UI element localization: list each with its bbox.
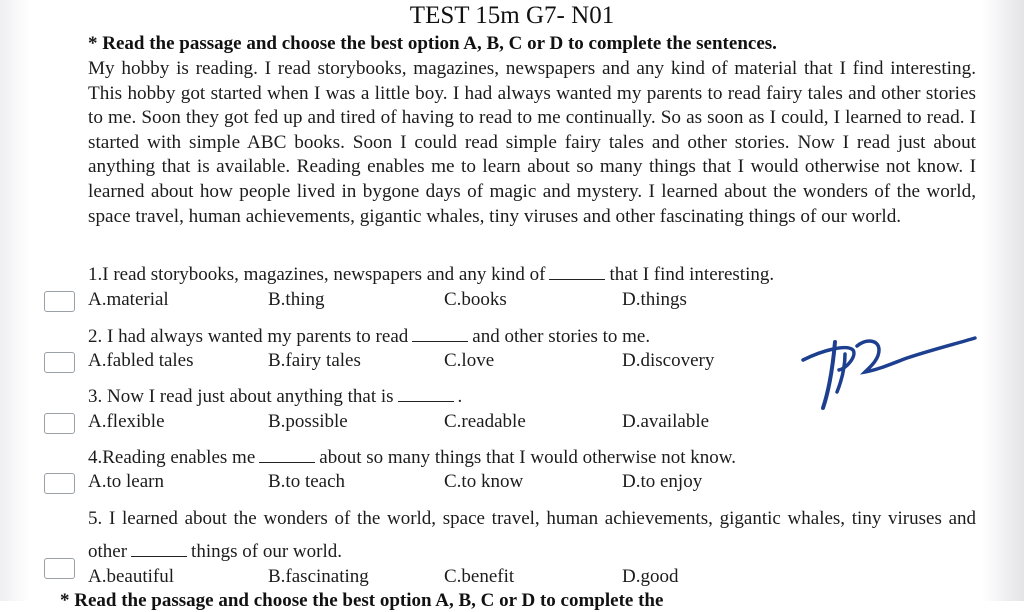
page-title: TEST 15m G7- N01	[409, 2, 615, 29]
instruction-text: * Read the passage and choose the best option A, B, C or D to complete the sentences.	[88, 33, 777, 54]
question-4-option-b[interactable]: B.to teach	[268, 471, 346, 492]
page-edge-shadow-left	[0, 0, 30, 601]
question-5-option-c[interactable]: C.benefit	[444, 566, 515, 587]
question-2-option-d[interactable]: D.discovery	[622, 350, 715, 371]
question-4-answer-checkbox[interactable]	[44, 473, 75, 494]
question-2	[88, 325, 650, 348]
question-4-option-d[interactable]: D.to enjoy	[622, 471, 703, 492]
question-5-answer-checkbox[interactable]	[44, 558, 75, 579]
question-3-answer-checkbox[interactable]	[44, 413, 75, 434]
question-3-blank	[398, 385, 454, 402]
question-5-option-d[interactable]: D.good	[622, 566, 679, 587]
question-5	[88, 502, 976, 568]
question-2-option-a[interactable]: A.fabled tales	[88, 350, 194, 371]
question-2-option-b[interactable]: B.fairy tales	[268, 350, 361, 371]
question-3-option-d[interactable]: D.available	[622, 411, 710, 432]
question-1-text-before: 1.I read storybooks, magazines, newspapers and any kind of	[88, 264, 546, 285]
question-2-answer-checkbox[interactable]	[44, 352, 75, 373]
question-3-text-before: 3. Now I read just about anything that is	[88, 386, 394, 407]
question-2-text-after: and other stories to me.	[472, 326, 651, 347]
question-1	[88, 263, 774, 286]
question-4-text-after: about so many things that I would otherwise not know.	[319, 447, 736, 468]
question-5-text-after: things of our world.	[191, 541, 342, 562]
question-2-option-c[interactable]: C.love	[444, 350, 495, 371]
question-4-blank	[259, 446, 315, 463]
next-section-instruction-cutoff: * Read the passage and choose the best option A, B, C or D to complete the	[60, 590, 664, 611]
question-2-blank	[412, 325, 468, 342]
question-1-option-a[interactable]: A.material	[88, 289, 169, 310]
question-2-text-before: 2. I had always wanted my parents to read	[88, 326, 409, 347]
question-4-option-c[interactable]: C.to know	[444, 471, 524, 492]
question-4-text-before: 4.Reading enables me	[88, 447, 256, 468]
question-1-option-b[interactable]: B.thing	[268, 289, 325, 310]
question-3-option-b[interactable]: B.possible	[268, 411, 348, 432]
question-5-option-a[interactable]: A.beautiful	[88, 566, 175, 587]
question-1-text-after: that I find interesting.	[609, 264, 775, 285]
question-3-text-after: .	[457, 386, 463, 407]
question-5-option-b[interactable]: B.fascinating	[268, 566, 369, 587]
question-5-blank	[131, 540, 187, 557]
question-1-blank	[549, 263, 605, 280]
question-1-answer-checkbox[interactable]	[44, 291, 75, 312]
question-4-option-a[interactable]: A.to learn	[88, 471, 164, 492]
question-5-text-before: 5. I learned about the wonders of the world, space travel, human achievements, gigantic whales, tiny viruses and other	[88, 508, 976, 562]
question-3-option-a[interactable]: A.flexible	[88, 411, 165, 432]
question-3-option-c[interactable]: C.readable	[444, 411, 526, 432]
reading-passage: My hobby is reading. I read storybooks, magazines, newspapers and any kind of material that I find interesting. This hobby got started when I was a little boy. I had always wanted my parents to read fairy tales and other stories to me. Soon they got fed up and tired of having to read to me continually. So as soon as I could, I learned to read. I started with simple ABC books. Soon I could read simple fairy tales and other stories. Now I read just about anything that is available. Reading enables me to learn about so many things that I would otherwise not know. I learned about how people lived in bygone days of magic and mystery. I learned about the wonders of the world, space travel, human achievements, gigantic whales, tiny viruses and other fascinating things of our world.	[88, 58, 976, 227]
handwritten-signature	[795, 320, 985, 415]
question-1-option-d[interactable]: D.things	[622, 289, 687, 310]
question-1-option-c[interactable]: C.books	[444, 289, 507, 310]
question-4	[88, 446, 736, 469]
question-3	[88, 385, 462, 408]
page-edge-shadow-right	[982, 0, 1024, 601]
